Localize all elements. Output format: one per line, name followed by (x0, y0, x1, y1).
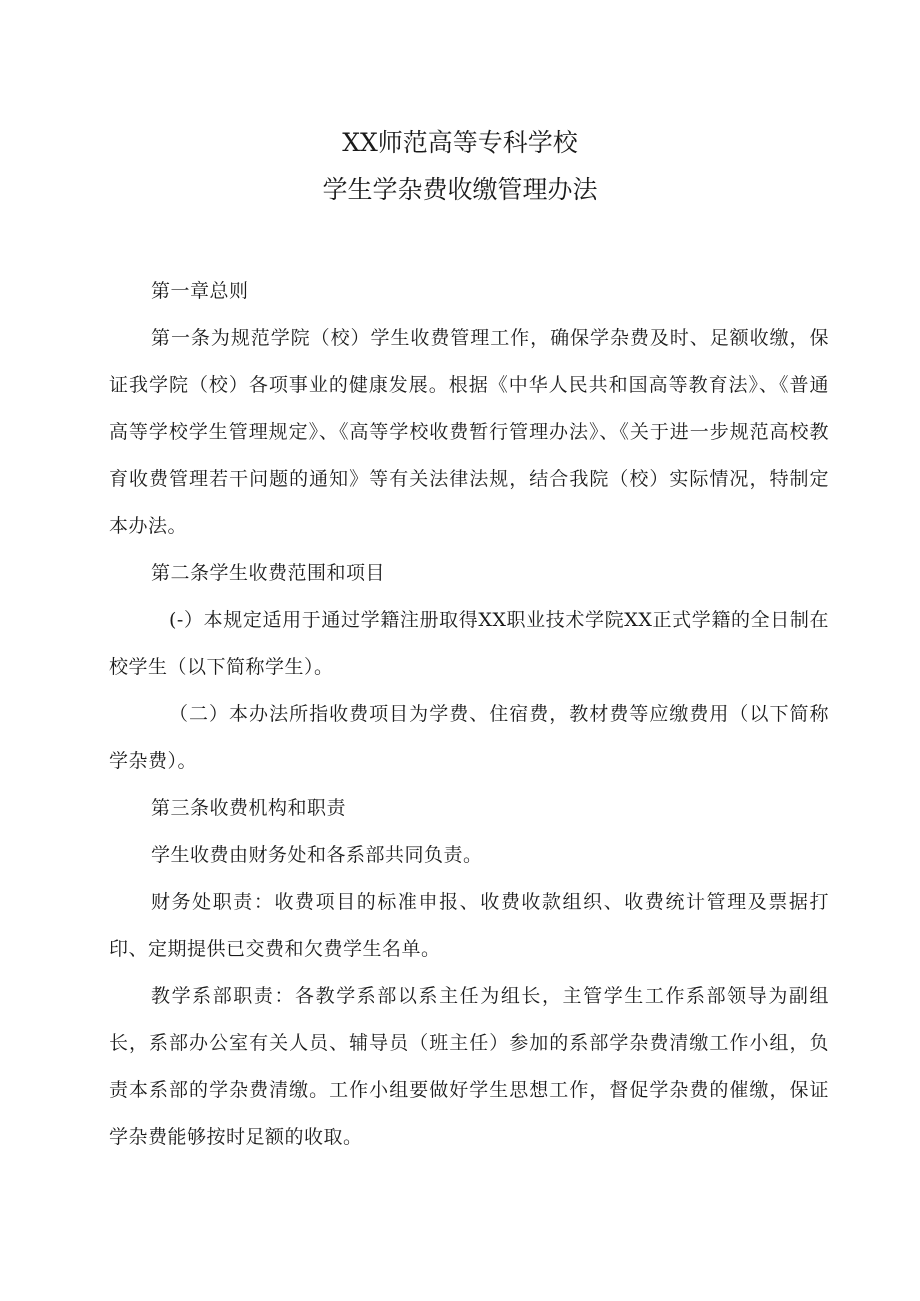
document-title-regulation: 学生学杂费收缴管理办法 (322, 175, 598, 204)
finance-office-duties: 财务处职责：收费项目的标准申报、收费收款组织、收费统计管理及票据打印、定期提供已交费和欠费学生名单。 (109, 891, 829, 960)
document-title-school: XX师范高等专科学校 (342, 128, 578, 157)
article-2-item-1: (-）本规定适用于通过学籍注册取得XX职业技术学院XX正式学籍的全日制在校学生（以下简称学生）。 (109, 609, 829, 678)
department-duties: 教学系部职责：各教学系部以系主任为组长，主管学生工作系部领导为副组长，系部办公室有关人员、辅导员（班主任）参加的系部学杂费清缴工作小组，负责本系部的学杂费清缴。工作小组要做好学生思想工作，督促学杂费的催缴，保证学杂费能够按时足额的收取。 (109, 985, 829, 1148)
article-2-heading: 第二条学生收费范围和项目 (151, 562, 386, 584)
article-2-item-2: （二）本办法所指收费项目为学费、住宿费，教材费等应缴费用（以下简称学杂费）。 (109, 703, 829, 772)
chapter-heading: 第一章总则 (151, 280, 249, 302)
article-3-paragraph: 学生收费由财务处和各系部共同负责。 (151, 844, 483, 866)
document-body (109, 268, 829, 1161)
article-3-heading: 第三条收费机构和职责 (151, 797, 347, 819)
article-1-paragraph: 第一条为规范学院（校）学生收费管理工作，确保学杂费及时、足额收缴，保证我学院（校）各项事业的健康发展。根据《中华人民共和国高等教育法》、《普通高等学校学生管理规定》、《高等学校收费暂行管理办法》、《关于进一步规范高校教育收费管理若干问题的通知》等有关法律法规，结合我院（校）实际情况，特制定本办法。 (109, 327, 829, 537)
